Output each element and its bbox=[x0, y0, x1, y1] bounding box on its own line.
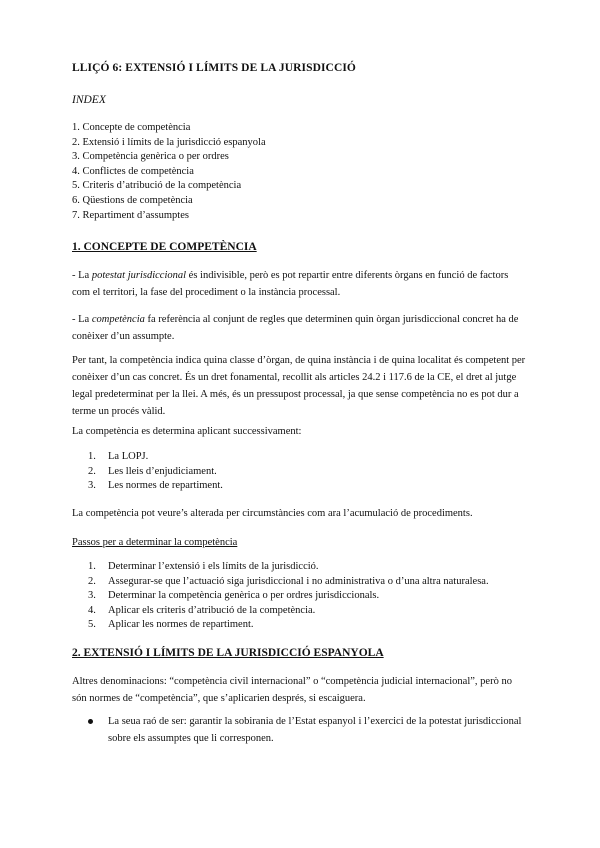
list-item bbox=[88, 575, 489, 590]
list-text: Les lleis d’enjudiciament. bbox=[108, 465, 217, 477]
list-text: Les normes de repartiment. bbox=[108, 480, 223, 492]
toc-item: 6. Qüestions de competència bbox=[72, 194, 193, 206]
list-number: 4. bbox=[88, 604, 96, 616]
paragraph-potestat bbox=[72, 267, 528, 301]
paragraph-determina: La competència es determina aplicant successivament: bbox=[72, 426, 302, 437]
index-heading: INDEX bbox=[72, 94, 106, 106]
paragraph-body: fa referència al conjunt de regles que determinen quin òrgan jurisdiccional concret ha de conèixer d’un assumpte. bbox=[72, 314, 519, 342]
toc-item: 3. Competència genèrica o per ordres bbox=[72, 151, 229, 163]
list-text: Aplicar les normes de repartiment. bbox=[108, 619, 254, 631]
list-item bbox=[88, 589, 489, 604]
list-item bbox=[88, 450, 223, 465]
bullet-dot-icon bbox=[88, 719, 93, 724]
list-number: 2. bbox=[88, 575, 96, 587]
subheading-passos: Passos per a determinar la competència bbox=[72, 537, 238, 548]
list-number: 1. bbox=[88, 451, 96, 462]
paragraph-competencia bbox=[72, 311, 528, 345]
toc-item: 5. Criteris d’atribució de la competència bbox=[72, 180, 242, 192]
list-item bbox=[88, 604, 489, 619]
list-text: La LOPJ. bbox=[108, 451, 149, 462]
emphasis-term: competència bbox=[91, 314, 145, 325]
table-of-contents bbox=[72, 121, 266, 223]
list-number: 2. bbox=[88, 465, 96, 477]
emphasis-term: potestat jurisdiccional bbox=[91, 270, 187, 281]
list-item bbox=[88, 479, 223, 494]
document-title: LLIÇÓ 6: EXTENSIÓ I LÍMITS DE LA JURISDICCIÓ bbox=[72, 62, 356, 74]
toc-item: 1. Concepte de competència bbox=[72, 122, 191, 133]
list-text: Assegurar-se que l’actuació siga jurisdiccional i no administrativa o d’una altra naturalesa. bbox=[108, 575, 489, 587]
toc-item: 2. Extensió i límits de la jurisdicció espanyola bbox=[72, 136, 266, 148]
paragraph-body: és indivisible, però es pot repartir entre diferents òrgans en funció de factors com el territori, la fase del procediment o la instància processal. bbox=[72, 270, 509, 298]
list-number: 1. bbox=[88, 561, 96, 572]
list-item bbox=[88, 560, 489, 575]
list-text: Aplicar els criteris d’atribució de la competència. bbox=[108, 604, 316, 616]
bullet-text: La seua raó de ser: garantir la sobirania de l’Estat espanyol i l’exercici de la potestat jurisdiccional sobre els assumptes que li corresponen. bbox=[108, 716, 522, 744]
section-2-heading: 2. EXTENSIÓ I LÍMITS DE LA JURISDICCIÓ ESPANYOLA bbox=[72, 647, 384, 659]
list-text: Determinar l’extensió i els límits de la jurisdicció. bbox=[108, 561, 319, 572]
list-item bbox=[88, 618, 489, 633]
steps-list bbox=[88, 560, 489, 633]
toc-item: 4. Conflictes de competència bbox=[72, 165, 194, 177]
paragraph-per-tant: Per tant, la competència indica quina classe d’òrgan, de quina instància i de quina localitat és competent per conèixer d’un cas concret. És un dret fonamental, recollit als articles 24.2 i 117.6 de la CE, el dret al jutge legal predeterminat per la llei. A més, és un pressupost processal, ja que sense competència no es pot dur a terme un procés vàlid. bbox=[72, 355, 526, 417]
section-1-heading: 1. CONCEPTE DE COMPETÈNCIA bbox=[72, 241, 257, 253]
list-number: 5. bbox=[88, 619, 96, 631]
list-number: 3. bbox=[88, 480, 96, 492]
bullet-item bbox=[88, 713, 528, 747]
paragraph-prefix: - La bbox=[72, 314, 92, 325]
paragraph-denominacions: Altres denominacions: “competència civil internacional” o “competència judicial internacional”, però no són normes de “competència”, que s’aplicarien després, si escaiguera. bbox=[72, 676, 512, 704]
toc-item: 7. Repartiment d’assumptes bbox=[72, 209, 189, 221]
list-text: Determinar la competència genèrica o per ordres jurisdiccionals. bbox=[108, 590, 380, 602]
determination-list bbox=[88, 450, 223, 494]
list-item bbox=[88, 465, 223, 480]
paragraph-alterada: La competència pot veure’s alterada per circumstàncies com ara l’acumulació de procediments. bbox=[72, 508, 473, 519]
list-number: 3. bbox=[88, 590, 96, 602]
paragraph-prefix: - La bbox=[72, 270, 92, 281]
